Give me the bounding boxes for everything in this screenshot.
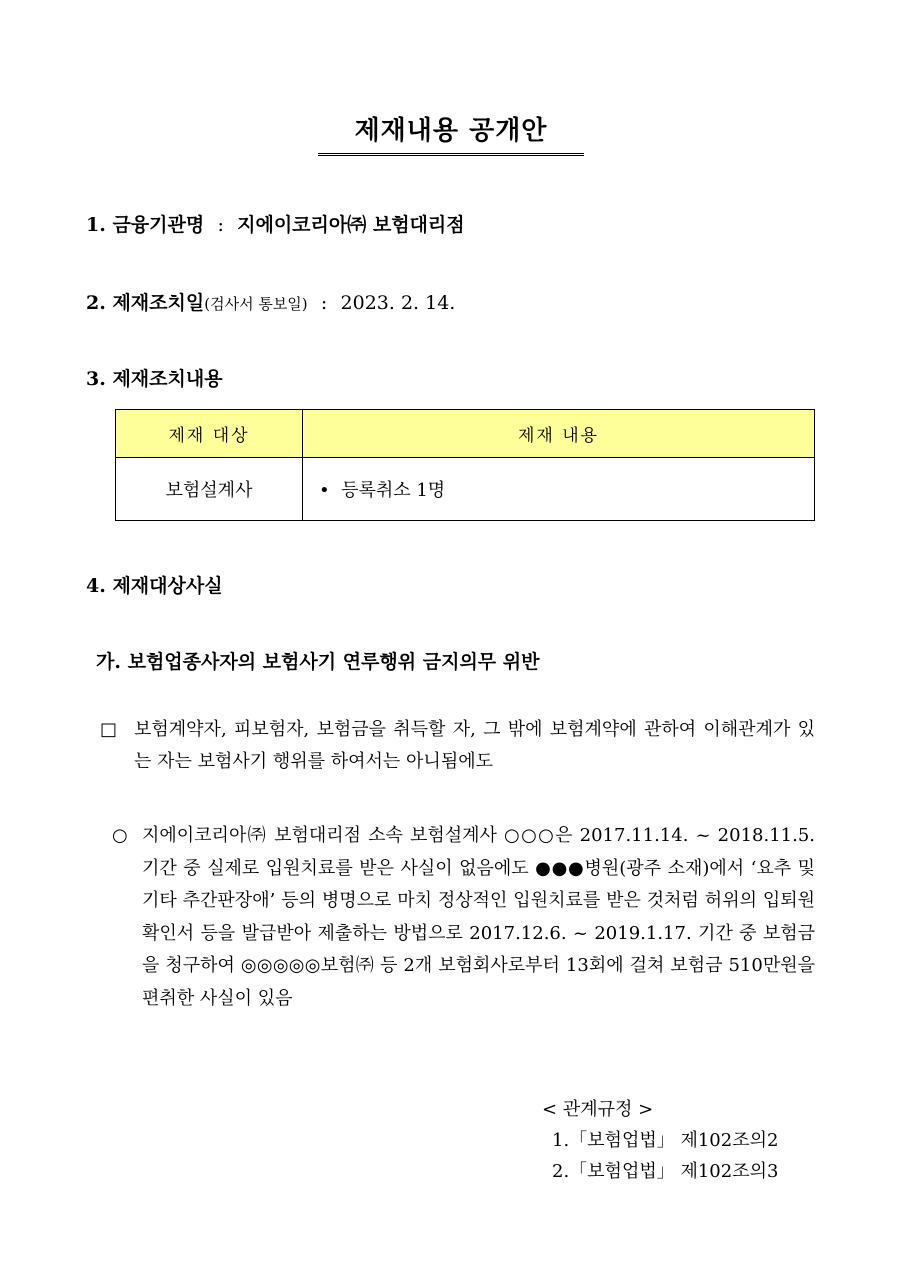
content-text: 등록취소 1명	[341, 480, 446, 501]
table-header-content: 제재 내용	[303, 410, 815, 458]
page-title: 제재내용 공개안	[318, 110, 584, 156]
checkbox-icon: □	[100, 719, 118, 740]
institution-name: 지에이코리아㈜ 보험대리점	[237, 214, 465, 236]
title-container	[318, 110, 584, 156]
section-facts-heading	[86, 571, 223, 598]
cell-target: 보험설계사	[116, 458, 303, 521]
separator: :	[320, 292, 328, 314]
separator: :	[217, 214, 224, 236]
section-label: 1. 금융기관명	[86, 214, 205, 236]
sanction-date: 2023. 2. 14.	[340, 292, 456, 314]
box-paragraph	[100, 714, 815, 778]
section-institution	[86, 210, 465, 237]
circle-bullet-icon: ○	[112, 825, 128, 846]
section-label: 3. 제재조치내용	[86, 368, 223, 390]
regulation-item: 2.「보험업법」 제102조의3	[552, 1161, 779, 1182]
sanction-table	[115, 409, 815, 521]
regulations-heading: < 관계규정 >	[542, 1099, 654, 1120]
regulations-block	[540, 1094, 778, 1187]
regulation-item: 1.「보험업법」 제102조의2	[552, 1130, 779, 1151]
table-header-target: 제재 대상	[116, 410, 303, 458]
cell-content	[303, 458, 815, 521]
table-row	[116, 458, 815, 521]
section-label: 2. 제재조치일	[86, 292, 205, 314]
date-note: (검사서 통보일)	[204, 295, 308, 313]
section-content-heading	[86, 364, 223, 391]
section-date	[86, 288, 455, 315]
bullet-icon: •	[319, 480, 330, 501]
table-header-row	[116, 410, 815, 458]
circle-paragraph	[112, 820, 815, 1015]
paragraph-text: 지에이코리아㈜ 보험대리점 소속 보험설계사 ○○○은 2017.11.14. ~ 2018.11.5. 기간 중 실제로 입원치료를 받은 사실이 없음에도 ●●●병원(광주 소재)에서 ‘요추 및 기타 추간판장애’ 등의 병명으로 마치 정상적인 입원치료를 받은 것처럼 허위의 입퇴원확인서 등을 발급받아 제출하는 방법으로 2017.12.6. ~ 2019.1.17. 기간 중 보험금을 청구하여 ◎◎◎◎◎보험㈜ 등 2개 보험회사로부터 13회에 걸쳐 보험금 510만원을 편취한 사실이 있음	[142, 825, 815, 1009]
subsection-title: 가. 보험업종사자의 보험사기 연루행위 금지의무 위반	[96, 651, 540, 673]
section-label: 4. 제재대상사실	[86, 575, 223, 597]
paragraph-text: 보험계약자, 피보험자, 보험금을 취득할 자, 그 밖에 보험계약에 관하여 이해관계가 있는 자는 보험사기 행위를 하여서는 아니됨에도	[134, 719, 815, 772]
